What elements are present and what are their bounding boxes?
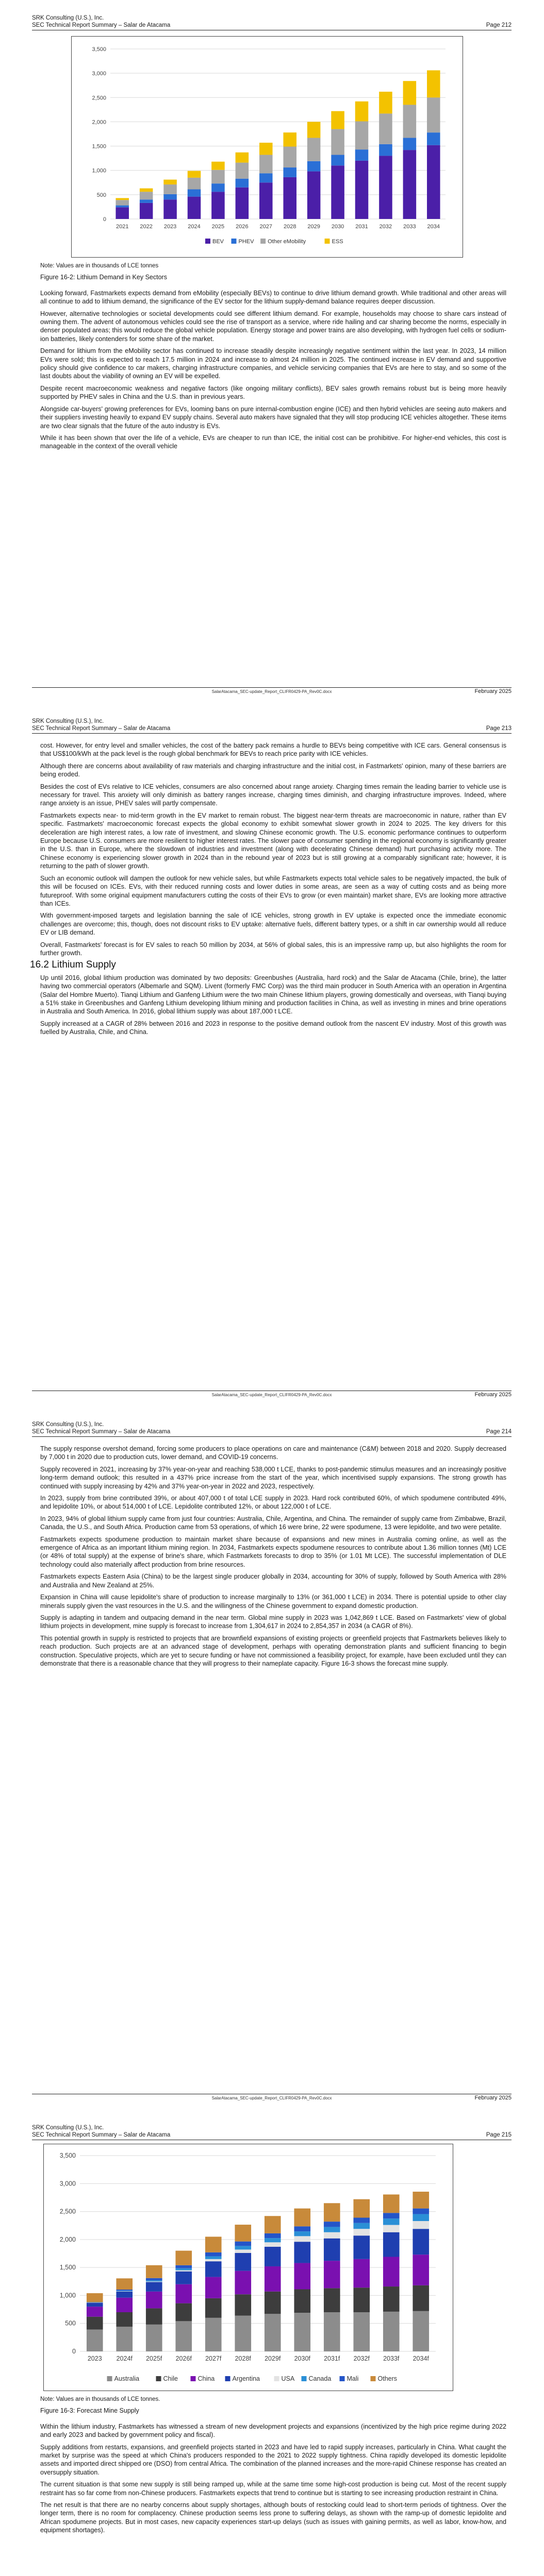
- bar-segment: [188, 171, 201, 178]
- legend-label: Chile: [163, 2375, 178, 2382]
- bar-segment: [331, 165, 344, 219]
- legend-swatch: [107, 2376, 112, 2381]
- bar-segment: [175, 2251, 192, 2265]
- legend-swatch: [156, 2376, 161, 2381]
- bar-segment: [236, 188, 249, 219]
- bar-segment: [265, 2247, 281, 2266]
- paragraph: In 2023, 94% of global lithium supply came from just four countries: Australia, Chile, Argentina, and China. The remainder of supply came from Zimbabwe, Brazil, Canada, the U.S., and South Africa. Production came from 53 operations, of which 16 were brine, 22 were spodumene, 13 were lepidolite, and two were petalite.: [40, 1515, 506, 1531]
- x-tick-label: 2021: [116, 224, 129, 230]
- bar-segment: [211, 183, 225, 192]
- bar-segment: [283, 177, 296, 219]
- bar-segment: [427, 70, 440, 97]
- bar-segment: [116, 2298, 133, 2312]
- paragraph: With government-imposed targets and legislation banning the sale of ICE vehicles, strong growth in EV uptake is expected once the immediate economic challenges are overcome; this, though, does not discount risks to EV uptake: alternative fuels, different battery types, or a shift in car ownership would all reduce EV or LIB demand.: [40, 912, 506, 937]
- bar-segment: [205, 2252, 222, 2257]
- bar-segment: [175, 2268, 192, 2270]
- x-tick-label: 2026f: [175, 2355, 192, 2362]
- y-tick-label: 1,000: [59, 2292, 76, 2299]
- x-tick-label: 2026: [236, 224, 249, 230]
- bar-segment: [236, 152, 249, 163]
- paragraph: Expansion in China will cause lepidolite's share of production to increase marginally to 13% (or 361,000 t LCE) in 2034. There is potential upside to other clay minerals supply given the vast resources in the U.S. and the willingness of the Chinese government to expand domestic production.: [40, 1594, 506, 1609]
- page-number: Page 214: [486, 1429, 512, 1435]
- demand-chart: [72, 37, 463, 257]
- bar-segment: [163, 194, 177, 199]
- bar-segment: [383, 2213, 400, 2218]
- x-tick-label: 2025: [211, 224, 225, 230]
- bar-segment: [324, 2239, 340, 2261]
- bar-segment: [355, 161, 369, 219]
- bar-segment: [116, 207, 129, 219]
- bar-segment: [383, 2194, 400, 2213]
- bar-segment: [188, 189, 201, 196]
- y-tick-label: 1,500: [92, 143, 106, 150]
- y-tick-label: 3,000: [92, 71, 106, 77]
- x-tick-label: 2030: [331, 224, 344, 230]
- bar-segment: [413, 2221, 429, 2229]
- y-tick-label: 0: [103, 216, 106, 223]
- bar-segment: [205, 2236, 222, 2252]
- bar-segment: [175, 2270, 192, 2272]
- bar-segment: [235, 2225, 251, 2242]
- x-tick-label: 2024f: [116, 2355, 133, 2362]
- x-tick-label: 2023: [87, 2355, 102, 2362]
- bar-segment: [413, 2255, 429, 2285]
- legend-label: BEV: [212, 239, 224, 245]
- legend-label: Others: [377, 2375, 398, 2382]
- x-tick-label: 2030f: [294, 2355, 310, 2362]
- paragraph: Supply additions from restarts, expansions, and greenfield projects started in 2023 and have led to rapid supply increases, particularly in China. What caught the market by surprise was the speed at which China's producers responded to the 2021 to 2022 supply tightness. China rapidly developed its domestic lepidolite assets and imported direct shipped ore (DSO) from central Africa. The combination of the planned increases and the more-rapid Chinese response has created an oversupply situation.: [40, 2443, 506, 2476]
- paragraph: Although there are concerns about availability of raw materials and charging infrastructure and the initial cost, in Fastmarkets' opinion, many of these barriers are being eroded.: [40, 762, 506, 778]
- x-tick-label: 2024: [188, 224, 201, 230]
- x-tick-label: 2028: [283, 224, 296, 230]
- y-tick-label: 1,000: [92, 167, 106, 174]
- bar-segment: [294, 2313, 310, 2351]
- bar-segment: [413, 2285, 429, 2311]
- bar-segment: [283, 167, 296, 177]
- legend-label: Australia: [114, 2375, 140, 2382]
- bar-segment: [383, 2286, 400, 2312]
- paragraph: The supply response overshot demand, forcing some producers to place operations on care and maintenance (C&M) between 2018 and 2020. Supply decreased by 7,000 t in 2020 due to production cuts, lower demand, and COVID-19 concerns.: [40, 1445, 506, 1461]
- bar-segment: [116, 2312, 133, 2327]
- bar-segment: [355, 101, 369, 122]
- bar-segment: [324, 2312, 340, 2351]
- bar-segment: [146, 2265, 162, 2278]
- bar-segment: [413, 2214, 429, 2221]
- bar-segment: [259, 182, 273, 219]
- bar-segment: [265, 2216, 281, 2233]
- bar-segment: [265, 2266, 281, 2292]
- header-rule: [32, 733, 512, 734]
- y-tick-label: 3,000: [59, 2180, 76, 2188]
- page-214: [0, 1406, 544, 2110]
- x-tick-label: 2033: [403, 224, 416, 230]
- bar-segment: [307, 161, 321, 172]
- bar-segment: [324, 2203, 340, 2222]
- bar-segment: [140, 189, 153, 192]
- bar-segment: [140, 199, 153, 203]
- bar-segment: [283, 132, 296, 146]
- footer-filename: SalarAtacama_SEC-update_Report_CLIFR0429-PA_Rev0C.docx: [211, 1393, 332, 1397]
- bar-segment: [403, 138, 417, 150]
- y-tick-label: 2,500: [92, 95, 106, 101]
- bar-segment: [116, 2292, 133, 2298]
- y-tick-label: 500: [65, 2319, 76, 2327]
- footer-date: February 2025: [474, 688, 512, 694]
- y-tick-label: 500: [96, 192, 106, 198]
- bar-segment: [205, 2298, 222, 2318]
- bar-segment: [163, 199, 177, 219]
- legend-swatch: [225, 2376, 230, 2381]
- legend-swatch: [231, 239, 236, 244]
- bar-segment: [324, 2222, 340, 2227]
- bar-segment: [403, 81, 417, 105]
- bar-segment: [355, 149, 369, 161]
- company-name: SRK Consulting (U.S.), Inc.: [32, 718, 104, 724]
- paragraph: Fastmarkets expects spodumene production to maintain market share because of expansions and new mines in Australia coming online, as well as the emergence of Africa as an important lithium mining region. In 2034, Fastmarkets expects spodumene resources to contribute about 1.36 million tonnes (Mt) LCE (or 48% of total supply) at the expense of brine's share, which Fastmarkets forecasts to drop to 35% (or 1.01 Mt LCE). The successful implementation of DLE technology could also materially affect production from brine resources.: [40, 1535, 506, 1568]
- company-name: SRK Consulting (U.S.), Inc.: [32, 2125, 104, 2131]
- bar-segment: [413, 2229, 429, 2255]
- bar-segment: [283, 147, 296, 168]
- paragraph: cost. However, for entry level and smaller vehicles, the cost of the battery pack remains a hurdle to BEVs being competitive with ICE cars. General consensus is that US$100/kWh at the pack level is the rough global benchmark for BEVs to reach price parity with ICE vehicles.: [40, 742, 506, 758]
- bar-segment: [413, 2192, 429, 2209]
- bar-segment: [163, 180, 177, 184]
- report-title: SEC Technical Report Summary – Salar de Atacama: [32, 22, 171, 28]
- bar-segment: [403, 150, 417, 219]
- x-tick-label: 2028f: [235, 2355, 251, 2362]
- bar-segment: [205, 2256, 222, 2259]
- page-header: [32, 1421, 512, 1435]
- bar-segment: [379, 92, 392, 113]
- bar-segment: [146, 2282, 162, 2291]
- bar-segment: [236, 179, 249, 188]
- footer-filename: SalarAtacama_SEC-update_Report_CLIFR0429-PA_Rev0C.docx: [211, 689, 332, 694]
- footer-filename: SalarAtacama_SEC-update_Report_CLIFR0429-PA_Rev0C.docx: [211, 2096, 332, 2100]
- bar-segment: [146, 2280, 162, 2281]
- x-tick-label: 2034f: [413, 2355, 429, 2362]
- bar-segment: [87, 2303, 103, 2307]
- bar-segment: [353, 2287, 370, 2312]
- bar-segment: [307, 138, 321, 161]
- header-rule: [32, 1436, 512, 1437]
- supply-chart-frame: [43, 2144, 453, 2391]
- chart-note: Note: Values are in thousands of LCE tonnes.: [40, 2396, 160, 2402]
- bar-segment: [403, 105, 417, 138]
- bar-segment: [265, 2314, 281, 2351]
- paragraph: This potential growth in supply is restricted to projects that are brownfield expansions of existing projects or greenfield projects that Fastmarkets believes likely to reach production. Such projects are at an advanced stage of development, perhaps with operating demonstration plants and sufficient financing to begin construction. Speculative projects, which are yet to secure funding or have not commissioned a feasibility project, for example, have been excluded until they can demonstrate that there is a reasonable chance that they will progress to their nameplate capacity. Figure 16-3 shows the forecast mine supply.: [40, 1634, 506, 1667]
- page-body: [40, 1445, 506, 1671]
- paragraph: Fastmarkets expects Eastern Asia (China) to be the largest single producer globally in 2034, accounting for 30% of supply, followed by South America with 28% and Australia and New Zealand at 25%.: [40, 1573, 506, 1589]
- y-tick-label: 2,000: [92, 119, 106, 126]
- y-tick-label: 2,000: [59, 2235, 76, 2243]
- bar-segment: [379, 113, 392, 144]
- bar-segment: [235, 2253, 251, 2271]
- bar-segment: [331, 111, 344, 129]
- bar-segment: [235, 2294, 251, 2315]
- paragraph: Looking forward, Fastmarkets expects demand from eMobility (especially BEVs) to continue to drive lithium demand growth. While traditional and other areas will all continue to add to lithium demand, the significance of the EV sector for the lithium supply-demand balance requires deeper discussion.: [40, 289, 506, 306]
- bar-segment: [259, 143, 273, 155]
- paragraph: However, alternative technologies or societal developments could see different lithium demand. For example, households may choose to share cars instead of owning them. The advent of autonomous vehicles could see the rise of transport as a service, where ride hailing and car sharing become the norms, especially in denser populated areas; this would reduce the global vehicle population. Energy storage and power trains are also developing, with hydrogen fuel cells or sodium-ion batteries, likely contenders for some share of the market.: [40, 310, 506, 343]
- footer-date: February 2025: [474, 2095, 512, 2101]
- page-number: Page 213: [486, 725, 512, 732]
- bar-segment: [427, 132, 440, 145]
- bar-segment: [211, 162, 225, 170]
- bar-segment: [265, 2242, 281, 2247]
- bar-segment: [205, 2318, 222, 2351]
- bar-segment: [146, 2278, 162, 2280]
- company-name: SRK Consulting (U.S.), Inc.: [32, 15, 104, 21]
- legend-label: PHEV: [238, 239, 254, 245]
- page-body: [40, 36, 506, 454]
- paragraph: Up until 2016, global lithium production was dominated by two deposits: Greenbushes (Australia, hard rock) and the Salar de Atacama (Chile, brine), the latter having two commercial operators (Albemarle and SQM). Livent (formerly FMC Corp) was the third main producer in South America with an operation in Argentina (Salar del Hombre Muerto). Tianqi Lithium and Ganfeng Lithium were the two main Chinese lithium players, growing domestically and overseas, with Tianqi buying a 51% stake in Greenbushes and Ganfeng Lithium developing lithium mining and production facilities in China, as well as investing in mines and brine operations in Australia and South America. In 2016, global lithium supply was about 187,000 t LCE.: [40, 974, 506, 1015]
- legend-swatch: [260, 239, 266, 244]
- footer-rule: [32, 687, 512, 688]
- bar-segment: [175, 2265, 192, 2268]
- y-tick-label: 1,500: [59, 2264, 76, 2272]
- paragraph: The net result is that there are no nearby concerns about supply shortages, although bouts of restocking could lead to short-term periods of tightness. Over the longer term, there is no room for complacency. Chinese production seems less prone to suffering delays, as shown with the ramp-up of domestic lepidolite and African spodumene projects. But in most cases, new capacity experiences start-up delays (such as issues with gaining permits, as well as labor, know-how, and equipment shortages).: [40, 2501, 506, 2534]
- bar-segment: [116, 2291, 133, 2292]
- paragraph: While it has been shown that over the life of a vehicle, EVs are cheaper to run than ICE, the initial cost can be prohibitive. For higher-end vehicles, this cost is manageable in the context of the overall vehicle: [40, 434, 506, 450]
- page-213: [0, 703, 544, 1406]
- bar-segment: [383, 2257, 400, 2287]
- supply-chart: [44, 2144, 453, 2391]
- section-heading: 16.2 Lithium Supply: [30, 959, 116, 971]
- y-tick-label: 0: [72, 2348, 76, 2355]
- paragraph: Fastmarkets expects near- to mid-term growth in the EV market to remain robust. The biggest near-term threats are macroeconomic in nature, rather than EV specific. Fastmarkets' macroeconomic forecast expects the global economy to exhibit somewhat slower growth in 2024 to 2025. The key drivers for this deceleration are high interest rates, a low rate of investment, and slowing Chinese economic growth. The U.S. economic performance continues to outperform Europe because U.S. consumers are more resilient to higher interest rates. The slower pace of consumer spending in the regional economy is significantly greater in the U.S. than in Europe, where the slowdown of industries and investment (along with decelerating Chinese demand) hurt purchasing activity more. The Chinese economy is experiencing slower growth in 2024 than in the rebound year of 2023 but is still growing at a comparably significant rate; however, it is returning to the path of slower growth.: [40, 811, 506, 870]
- paragraph: Supply is adapting in tandem and outpacing demand in the near term. Global mine supply in 2023 was 1,042,869 t LCE. Based on Fastmarkets' view of global lithium projects in development, mine supply is forecast to increase from 1,304,617 in 2024 to 2,854,357 in 2034 (a CAGR of 8%).: [40, 1614, 506, 1630]
- legend-label: ESS: [332, 239, 343, 245]
- bar-segment: [353, 2229, 370, 2235]
- company-name: SRK Consulting (U.S.), Inc.: [32, 1421, 104, 1428]
- bar-segment: [163, 184, 177, 194]
- bar-segment: [294, 2289, 310, 2313]
- bar-segment: [383, 2225, 400, 2232]
- legend-label: Canada: [308, 2375, 332, 2382]
- paragraph: Such an economic outlook will dampen the outlook for new vehicle sales, but while Fastmarkets expects total vehicle sales to be negatively impacted, the bulk of this will be focused on ICEs. EVs, with their reduced running costs and lower duties in some areas, are seen as a way of cutting costs and as being more futureproof. With some original equipment manufacturers cutting the costs of their EVs to grow (or even maintain) market share, EVs are looking more attractive than ICEs.: [40, 874, 506, 907]
- footer-date: February 2025: [474, 1392, 512, 1398]
- bar-segment: [87, 2293, 103, 2302]
- paragraph: The current situation is that some new supply is still being ramped up, while at the same time some high-cost production is being cut. Most of the recent supply restraint has so far come from non-Chinese producers. Fastmarkets expects that trend to continue but is starting to see increasing production restraint in China.: [40, 2481, 506, 2497]
- bar-segment: [383, 2218, 400, 2225]
- page-header: [32, 718, 512, 732]
- x-tick-label: 2031f: [324, 2355, 340, 2362]
- page-header: [32, 14, 512, 29]
- bar-segment: [235, 2271, 251, 2295]
- x-tick-label: 2029f: [265, 2355, 281, 2362]
- legend-swatch: [302, 2376, 307, 2381]
- x-tick-label: 2027: [259, 224, 273, 230]
- bar-segment: [294, 2263, 310, 2289]
- x-tick-label: 2031: [355, 224, 368, 230]
- bar-segment: [355, 121, 369, 149]
- bar-segment: [116, 206, 129, 208]
- x-tick-label: 2032f: [353, 2355, 370, 2362]
- bar-segment: [307, 172, 321, 219]
- bar-segment: [211, 170, 225, 183]
- bar-segment: [427, 97, 440, 132]
- y-tick-label: 3,500: [92, 46, 106, 53]
- legend-swatch: [274, 2376, 279, 2381]
- paragraph: Despite recent macroeconomic weakness and negative factors (like ongoing military conflicts), BEV sales growth remains robust but is being more heavily supported by PHEV sales in China and the U.S. than in previous years.: [40, 384, 506, 401]
- bar-segment: [235, 2242, 251, 2246]
- bar-segment: [188, 178, 201, 190]
- bar-segment: [331, 129, 344, 155]
- legend-label: Mali: [347, 2375, 359, 2382]
- bar-segment: [87, 2330, 103, 2351]
- x-tick-label: 2034: [427, 224, 440, 230]
- bar-segment: [116, 2290, 133, 2291]
- page-body: [40, 2144, 506, 2538]
- bar-segment: [324, 2261, 340, 2288]
- bar-segment: [175, 2321, 192, 2351]
- bar-segment: [294, 2226, 310, 2231]
- bar-segment: [87, 2307, 103, 2317]
- x-tick-label: 2022: [140, 224, 153, 230]
- bar-segment: [235, 2249, 251, 2253]
- page-number: Page 215: [486, 2132, 512, 2138]
- bar-segment: [413, 2311, 429, 2351]
- bar-segment: [175, 2272, 192, 2284]
- bar-segment: [259, 155, 273, 174]
- paragraph: Within the lithium industry, Fastmarkets has witnessed a stream of new development projects and expansions (incentivized by the high price regime during 2022 and early 2023 and backed by government policy and fiscal).: [40, 2422, 506, 2439]
- x-tick-label: 2027f: [205, 2355, 222, 2362]
- bar-segment: [265, 2292, 281, 2314]
- legend-swatch: [340, 2376, 345, 2381]
- bar-segment: [211, 192, 225, 219]
- bar-segment: [324, 2227, 340, 2232]
- x-tick-label: 2029: [307, 224, 320, 230]
- legend-label: China: [197, 2375, 215, 2382]
- paragraph: In 2023, supply from brine contributed 39%, or about 407,000 t of total LCE supply in 2023. Hard rock contributed 60%, of which spodumene contributed 49%, and lepidolite 10%, or about 514,000 t of LCE. Lepidolite contributed 12%, or about 122,000 t of LCE.: [40, 1495, 506, 1511]
- legend-swatch: [205, 239, 210, 244]
- bar-segment: [353, 2259, 370, 2287]
- x-tick-label: 2032: [379, 224, 392, 230]
- bar-segment: [265, 2233, 281, 2238]
- page-212: [0, 0, 544, 703]
- figure-caption: Figure 16-2: Lithium Demand in Key Sectors: [40, 274, 167, 281]
- y-tick-label: 2,500: [59, 2208, 76, 2215]
- bar-segment: [146, 2292, 162, 2309]
- x-tick-label: 2033f: [383, 2355, 400, 2362]
- page-215: [0, 2110, 544, 2576]
- paragraph: Overall, Fastmarkets' forecast is for EV sales to reach 50 million by 2034, at 56% of global sales, this is an impressive ramp up, but also highlights the room for further growth.: [40, 941, 506, 957]
- x-tick-label: 2025f: [146, 2355, 162, 2362]
- report-title: SEC Technical Report Summary – Salar de Atacama: [32, 725, 171, 732]
- bar-segment: [87, 2302, 103, 2303]
- bar-segment: [353, 2312, 370, 2351]
- report-title: SEC Technical Report Summary – Salar de Atacama: [32, 1429, 171, 1435]
- legend-label: Argentina: [232, 2375, 260, 2382]
- bar-segment: [175, 2284, 192, 2303]
- paragraph: Supply recovered in 2021, increasing by 37% year-on-year and reaching 538,000 t LCE, thanks to post-pandemic stimulus measures and an increasingly positive long-term demand outlook; this resulted in a 437% price increase from the start of the year, which incentivised supply expansions. The strong growth has continued with supply increasing by 42% and 37% year-on-year in 2022 and 2023, respectively.: [40, 1465, 506, 1490]
- bar-segment: [205, 2261, 222, 2277]
- demand-chart-frame: [71, 36, 463, 258]
- bar-segment: [235, 2246, 251, 2249]
- bar-segment: [236, 163, 249, 179]
- bar-segment: [307, 122, 321, 138]
- paragraph: Supply increased at a CAGR of 28% between 2016 and 2023 in response to the positive demand outlook from the nascent EV industry. Most of this growth was fuelled by Australia, Chile, and China.: [40, 1020, 506, 1036]
- bar-segment: [140, 192, 153, 199]
- bar-segment: [294, 2209, 310, 2227]
- bar-segment: [265, 2238, 281, 2242]
- chart-note: Note: Values are in thousands of LCE tonnes: [40, 263, 159, 269]
- legend-label: USA: [281, 2375, 295, 2382]
- paragraph: Besides the cost of EVs relative to ICE vehicles, consumers are also concerned about range anxiety. Charging times remain the leading barrier to vehicle use is necessary for travel. This anxiety will only diminish as battery ranges increase, charging times diminish, and charging infrastructure improves. Indeed, where range anxiety is an issue, PHEV sales will partly compensate.: [40, 783, 506, 807]
- bar-segment: [235, 2316, 251, 2351]
- bar-segment: [116, 198, 129, 200]
- x-tick-label: 2023: [163, 224, 177, 230]
- bar-segment: [146, 2325, 162, 2351]
- bar-segment: [116, 200, 129, 205]
- report-title: SEC Technical Report Summary – Salar de Atacama: [32, 2132, 171, 2138]
- bar-segment: [427, 145, 440, 219]
- bar-segment: [379, 144, 392, 156]
- bar-segment: [383, 2232, 400, 2257]
- bar-segment: [205, 2277, 222, 2298]
- page-number: Page 212: [486, 22, 512, 28]
- bar-segment: [146, 2308, 162, 2324]
- bar-segment: [379, 156, 392, 219]
- bar-segment: [259, 173, 273, 182]
- legend-swatch: [191, 2376, 196, 2381]
- y-tick-label: 3,500: [59, 2152, 76, 2159]
- figure-caption: Figure 16-3: Forecast Mine Supply: [40, 2407, 139, 2415]
- bar-segment: [353, 2223, 370, 2229]
- bar-segment: [294, 2242, 310, 2263]
- bar-segment: [353, 2235, 370, 2259]
- bar-segment: [294, 2236, 310, 2242]
- legend-label: Other eMobility: [268, 239, 306, 245]
- bar-segment: [116, 2327, 133, 2351]
- bar-segment: [175, 2303, 192, 2321]
- bar-segment: [140, 203, 153, 219]
- bar-segment: [324, 2288, 340, 2312]
- bar-segment: [146, 2281, 162, 2282]
- bar-segment: [294, 2231, 310, 2236]
- bar-segment: [413, 2209, 429, 2214]
- bar-segment: [205, 2259, 222, 2261]
- page-body: [30, 741, 506, 1040]
- legend-swatch: [371, 2376, 376, 2381]
- bar-segment: [353, 2199, 370, 2218]
- bar-segment: [87, 2317, 103, 2330]
- bar-segment: [324, 2232, 340, 2239]
- legend-swatch: [325, 239, 330, 244]
- page-header: [32, 2124, 512, 2139]
- bar-segment: [353, 2218, 370, 2223]
- bar-segment: [188, 197, 201, 219]
- bar-segment: [331, 155, 344, 166]
- paragraph: Demand for lithium from the eMobility sector has continued to increase steadily despite increasingly negative sentiment within the last year. In 2023, 14 million EVs were sold; this is expected to reach 17.5 million in 2024 and increase to almost 24 million in 2025. The continued increase in EV demand and supportive policy should give confidence to car makers, charging infrastructure companies, and vehicle servicing companies that EVs are here to stay, and so some of the last doubts about the viability of owning an EV will be expelled.: [40, 347, 506, 380]
- paragraph: Alongside car-buyers' growing preferences for EVs, looming bans on pure internal-combustion engine (ICE) and then hybrid vehicles are seeing auto makers and their suppliers investing heavily to expand EV supply chains. Several auto makers have signaled that they will stop producing ICE vehicles altogether. These items are two clear signals that the future of the auto industry is EVs.: [40, 405, 506, 430]
- bar-segment: [116, 2278, 133, 2290]
- bar-segment: [383, 2312, 400, 2351]
